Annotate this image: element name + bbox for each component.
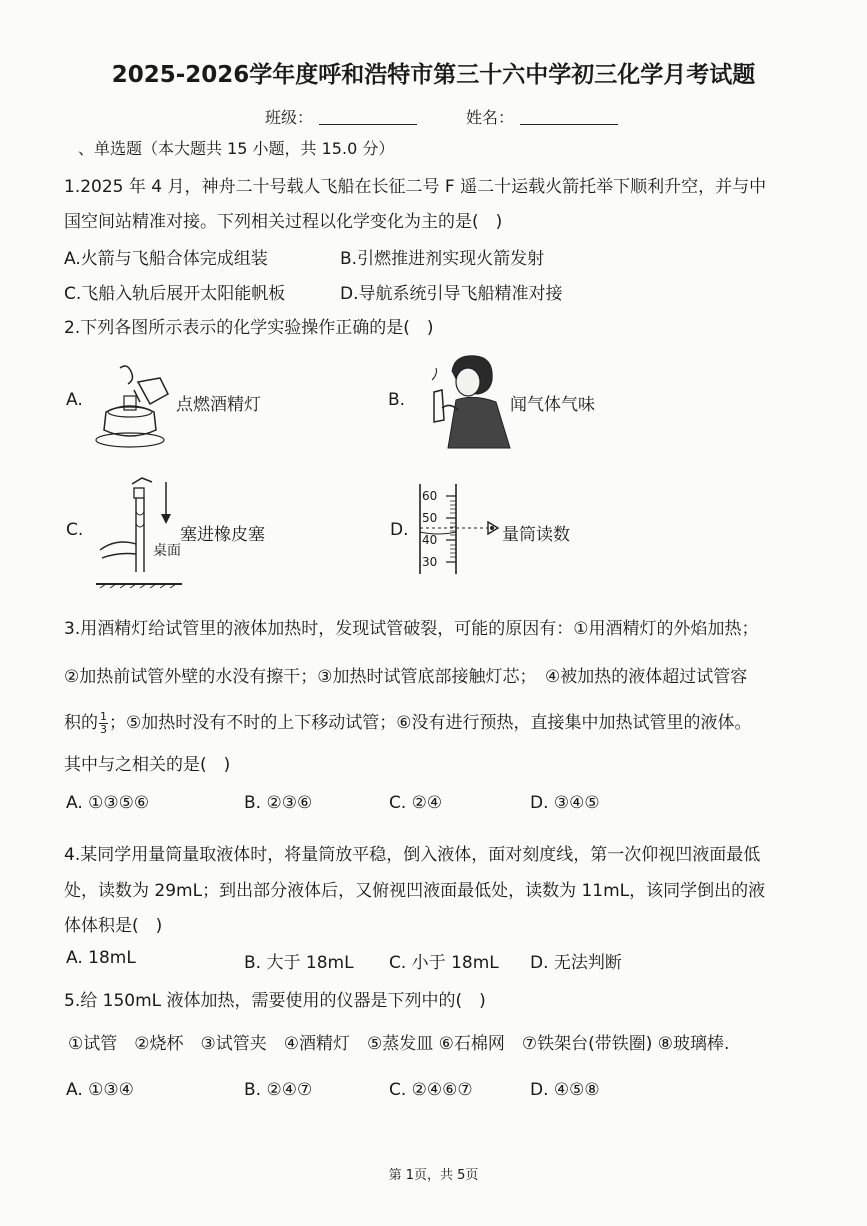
q3-option-c: C. ②④ — [389, 793, 443, 813]
q2-a-letter: A. — [66, 390, 83, 410]
q2-stem: 2.下列各图所示表示的化学实验操作正确的是( ) — [64, 318, 434, 338]
q4-option-c: C. 小于 18mL — [389, 953, 499, 973]
lighting-alcohol-lamp-illustration — [90, 360, 180, 452]
exam-title: 2025-2026学年度呼和浩特市第三十六中学初三化学月考试题 — [111, 62, 756, 88]
q3-option-d: D. ③④⑤ — [530, 793, 600, 813]
section-heading: 、单选题（本大题共 15 小题，共 15.0 分） — [78, 139, 395, 158]
name-blank — [520, 108, 618, 125]
q2-a-caption: 点燃酒精灯 — [176, 395, 261, 415]
q3-option-b: B. ②③⑥ — [244, 793, 313, 813]
q5-option-d: D. ④⑤⑧ — [530, 1080, 600, 1100]
name-field — [466, 105, 618, 128]
q3-line3 — [64, 708, 751, 736]
q2-b-letter: B. — [388, 390, 406, 410]
cylinder-tick-50: 50 — [422, 511, 438, 525]
q4-option-b: B. 大于 18mL — [244, 953, 354, 973]
inserting-stopper-illustration — [96, 472, 186, 592]
q2-c-letter: C. — [66, 520, 84, 540]
q4-option-d: D. 无法判断 — [530, 953, 622, 973]
q1-option-b: B.引燃推进剂实现火箭发射 — [340, 249, 545, 269]
class-blank — [319, 108, 417, 125]
smelling-gas-illustration — [428, 350, 512, 450]
q3-option-a: A. ①③⑤⑥ — [66, 793, 150, 813]
name-label: 姓名： — [466, 108, 515, 127]
q4-line1: 4.某同学用量筒量取液体时，将量筒放平稳，倒入液体，面对刻度线，第一次仰视凹液面最低 — [64, 845, 761, 865]
q3-line3-post: ；⑤加热时没有不时的上下移动试管；⑥没有进行预热，直接集中加热试管里的液体。 — [109, 713, 752, 733]
q4-option-a: A. 18mL — [66, 948, 136, 968]
q1-line1: 1.2025 年 4 月，神舟二十号载人飞船在长征二号 F 遥二十运载火箭托举下顺利升空，并与中 — [64, 177, 767, 197]
page-footer: 第 1页，共 5页 — [388, 1168, 479, 1183]
cylinder-tick-40: 40 — [422, 533, 438, 547]
q5-option-b: B. ②④⑦ — [244, 1080, 313, 1100]
one-third-fraction — [99, 711, 108, 736]
q5-option-a: A. ①③④ — [66, 1080, 134, 1100]
q3-line2: ②加热前试管外壁的水没有擦干；③加热时试管底部接触灯芯； ④被加热的液体超过试管容 — [64, 667, 748, 687]
q1-option-d: D.导航系统引导飞船精准对接 — [340, 284, 563, 304]
q3-line1: 3.用酒精灯给试管里的液体加热时，发现试管破裂，可能的原因有：①用酒精灯的外焰加热； — [64, 619, 759, 639]
class-label: 班级： — [265, 108, 314, 127]
cylinder-tick-30: 30 — [422, 555, 438, 569]
class-field — [265, 105, 417, 128]
fraction-numerator: 1 — [100, 709, 107, 723]
q2-c-caption: 塞进橡皮塞 — [180, 525, 265, 545]
q2-c-sub-label: 桌面 — [153, 543, 181, 559]
q5-line2: ①试管 ②烧杯 ③试管夹 ④酒精灯 ⑤蒸发皿 ⑥石棉网 ⑦铁架台(带铁圈) ⑧玻璃棒. — [68, 1034, 730, 1054]
q4-line3: 体体积是( ) — [64, 916, 163, 936]
q5-option-c: C. ②④⑥⑦ — [389, 1080, 473, 1100]
q3-line4: 其中与之相关的是( ) — [64, 755, 231, 775]
q3-line3-pre: 积的 — [64, 713, 98, 733]
q5-line1: 5.给 150mL 液体加热，需要使用的仪器是下列中的( ) — [64, 991, 486, 1011]
q1-option-a: A.火箭与飞船合体完成组装 — [64, 249, 268, 269]
cylinder-tick-60: 60 — [422, 489, 438, 503]
q4-line2: 处，读数为 29mL；到出部分液体后，又俯视凹液面最低处，读数为 11mL，该同学倒出的液 — [64, 881, 766, 901]
q1-option-c: C.飞船入轨后展开太阳能帆板 — [64, 284, 286, 304]
q2-d-caption: 量筒读数 — [502, 525, 570, 545]
q2-d-letter: D. — [390, 520, 409, 540]
q1-line2: 国空间站精准对接。下列相关过程以化学变化为主的是( ) — [64, 212, 503, 232]
q2-b-caption: 闻气体气味 — [510, 395, 595, 415]
fraction-denominator: 3 — [100, 722, 107, 736]
